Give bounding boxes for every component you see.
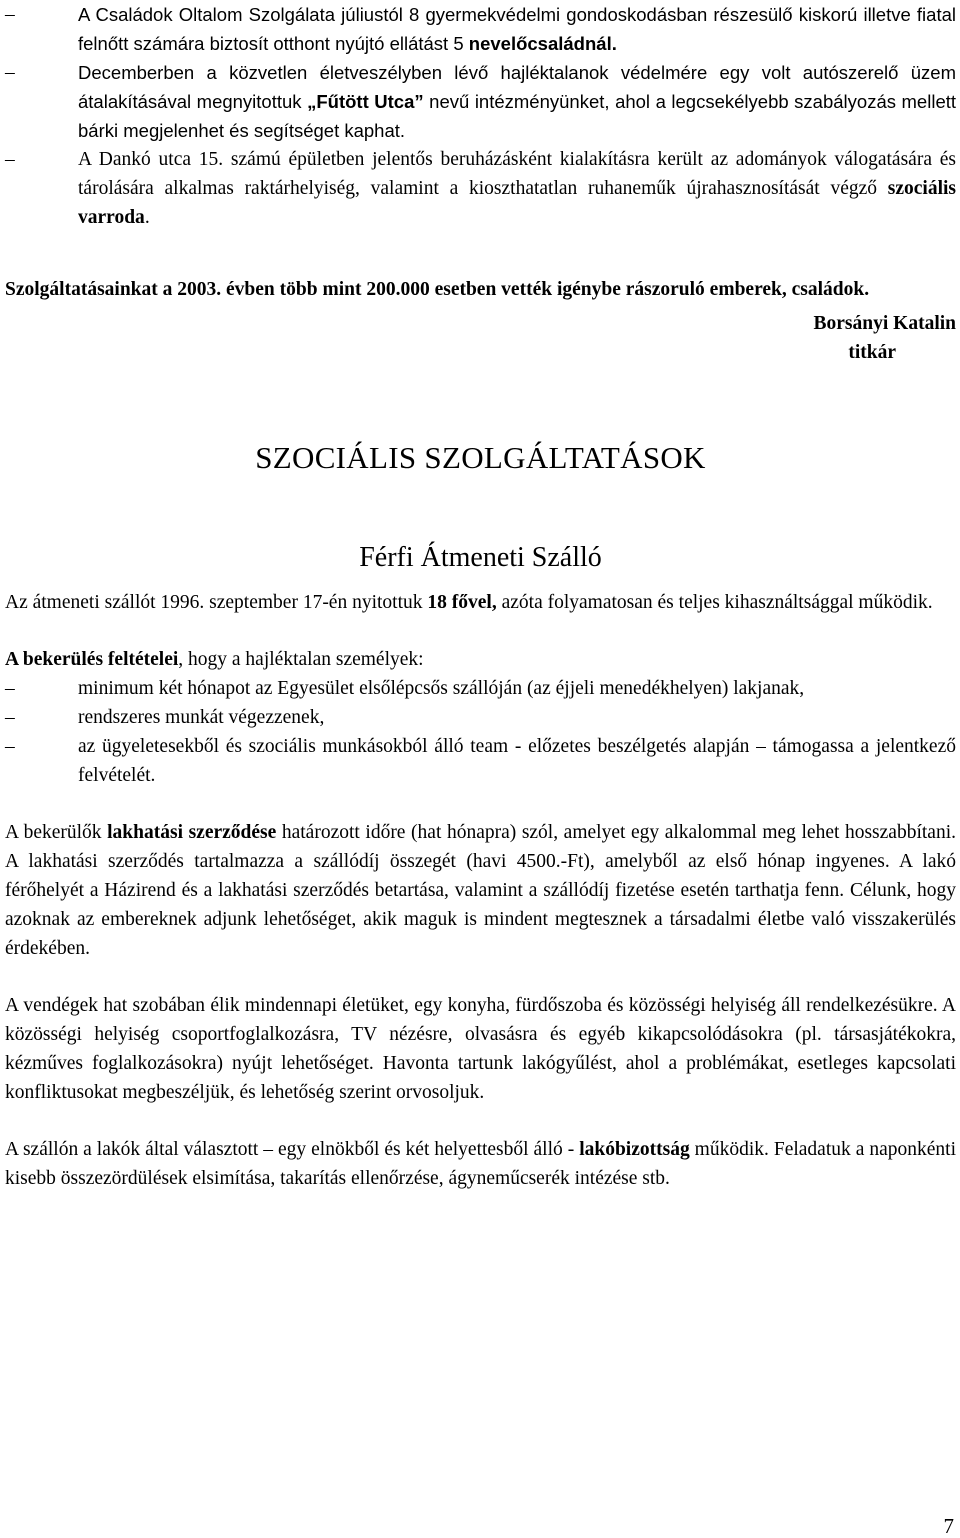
list-item — [5, 732, 956, 790]
conditions-heading: A bekerülés feltételei — [5, 649, 179, 670]
page-number: 7 — [943, 1514, 954, 1538]
dash-bullet: – — [5, 149, 15, 170]
conditions-list — [5, 674, 956, 790]
signature-role: titkár — [848, 342, 896, 363]
subsection-title: Férfi Átmeneti Szálló — [359, 542, 602, 573]
list-item — [5, 145, 956, 232]
contract-bold-text: lakhatási szerződése — [107, 822, 277, 843]
conditions-intro: A bekerülés feltételei, hogy a hajléktalan személyek: — [5, 649, 424, 670]
list-item — [5, 58, 956, 145]
item-text: rendszeres munkát végezzenek, — [78, 707, 325, 728]
list-item — [5, 674, 956, 703]
committee-paragraph: A szállón a lakók által választott – egy elnökből és két helyettesből álló - lakóbizottság működik. Feladatuk a naponkénti kisebb összezördülések elsimítása, takarítás ellenőrzése, ágyneműcserék intézése stb. — [5, 1139, 956, 1189]
document-page — [5, 0, 956, 1193]
item-text: Decemberben a közvetlen életveszélyben lévő hajléktalanok védelmére egy volt autószerelő üzem átalakításával megnyitottuk — [78, 62, 956, 112]
item-bold-text: nevelőcsaládnál. — [468, 33, 617, 54]
services-summary: Szolgáltatásainkat a 2003. évben több mint 200.000 esetben vették igénybe rászoruló emberek, családok. — [5, 279, 870, 300]
dash-bullet: – — [5, 4, 15, 25]
committee-bold-text: lakóbizottság — [579, 1139, 690, 1160]
item-text: . — [144, 207, 150, 228]
dash-bullet: – — [5, 678, 15, 699]
item-text: nevű intézményünket, ahol a legcsekélyebb szabályozás mellett bárki megjelenhet és segítséget kaphat. — [78, 91, 957, 141]
section-title: SZOCIÁLIS SZOLGÁLTATÁSOK — [255, 440, 706, 475]
rooms-paragraph: A vendégek hat szobában élik mindennapi életüket, egy konyha, fürdőszoba és közösségi helyiség áll rendelkezésükre. A közösségi helyiség csoportfoglalkozásra, TV nézésre, olvasásra és egyéb kikapcsolódásokra (pl. társasjátékokra, kézműves foglalkozásokra) nyújt lehetőséget. Havonta tartunk lakógyűlést, ahol a problémákat, esetleges kapcsolati konfliktusokat megbeszéljük, és lehetőség szerint orvosoljuk. — [5, 995, 956, 1103]
list-item — [5, 703, 956, 732]
contract-paragraph: A bekerülők lakhatási szerződése határozott időre (hat hónapra) szól, amelyet egy alkalommal meg lehet hosszabbítani. A lakhatási szerződés tartalmazza a szállódíj összegét (havi 4500.-Ft), amelyből az első hónap ingyenes. A lakó férőhelyét a Házirend és a lakhatási szerződés betartása, valamint a szállódíj fizetése esetén tarthatja fenn. Célunk, hogy azoknak az embereknek adjunk lehetőséget, akik maguk is mindent megtesznek a társadalmi életbe való visszakerülés érdekében. — [5, 822, 956, 959]
item-bold-text: „Fűtött Utca” — [307, 91, 424, 112]
signature-name: Borsányi Katalin — [813, 313, 956, 334]
dash-bullet: – — [5, 62, 15, 83]
item-bold-text: szociális varroda — [78, 178, 956, 228]
intro-list — [5, 0, 956, 232]
item-text: minimum két hónapot az Egyesület elsőlépcsős szállóján (az éjjeli menedékhelyen) lakjanak, — [78, 678, 805, 699]
list-item — [5, 0, 956, 58]
opening-paragraph: Az átmeneti szállót 1996. szeptember 17-én nyitottuk 18 fővel, azóta folyamatosan és teljes kihasználtsággal működik. — [5, 592, 933, 613]
dash-bullet: – — [5, 707, 15, 728]
opening-bold-text: 18 fővel, — [427, 592, 497, 613]
item-text: A Családok Oltalom Szolgálata júliustól 8 gyermekvédelmi gondoskodásban részesülő kiskorú illetve fiatal felnőtt számára biztosít otthont nyújtó ellátást 5 — [78, 4, 956, 54]
signature-block — [5, 309, 956, 367]
item-text: A Dankó utca 15. számú épületben jelentős beruházásként kialakításra került az adományok válogatására és tárolására alkalmas raktárhelyiség, valamint a kioszthatatlan ruhaneműk újrahasznosítását végző — [78, 149, 956, 199]
item-text: az ügyeletesekből és szociális munkásokból álló team - előzetes beszélgetés alapján – támogassa a jelentkező felvételét. — [78, 736, 956, 786]
dash-bullet: – — [5, 736, 15, 757]
